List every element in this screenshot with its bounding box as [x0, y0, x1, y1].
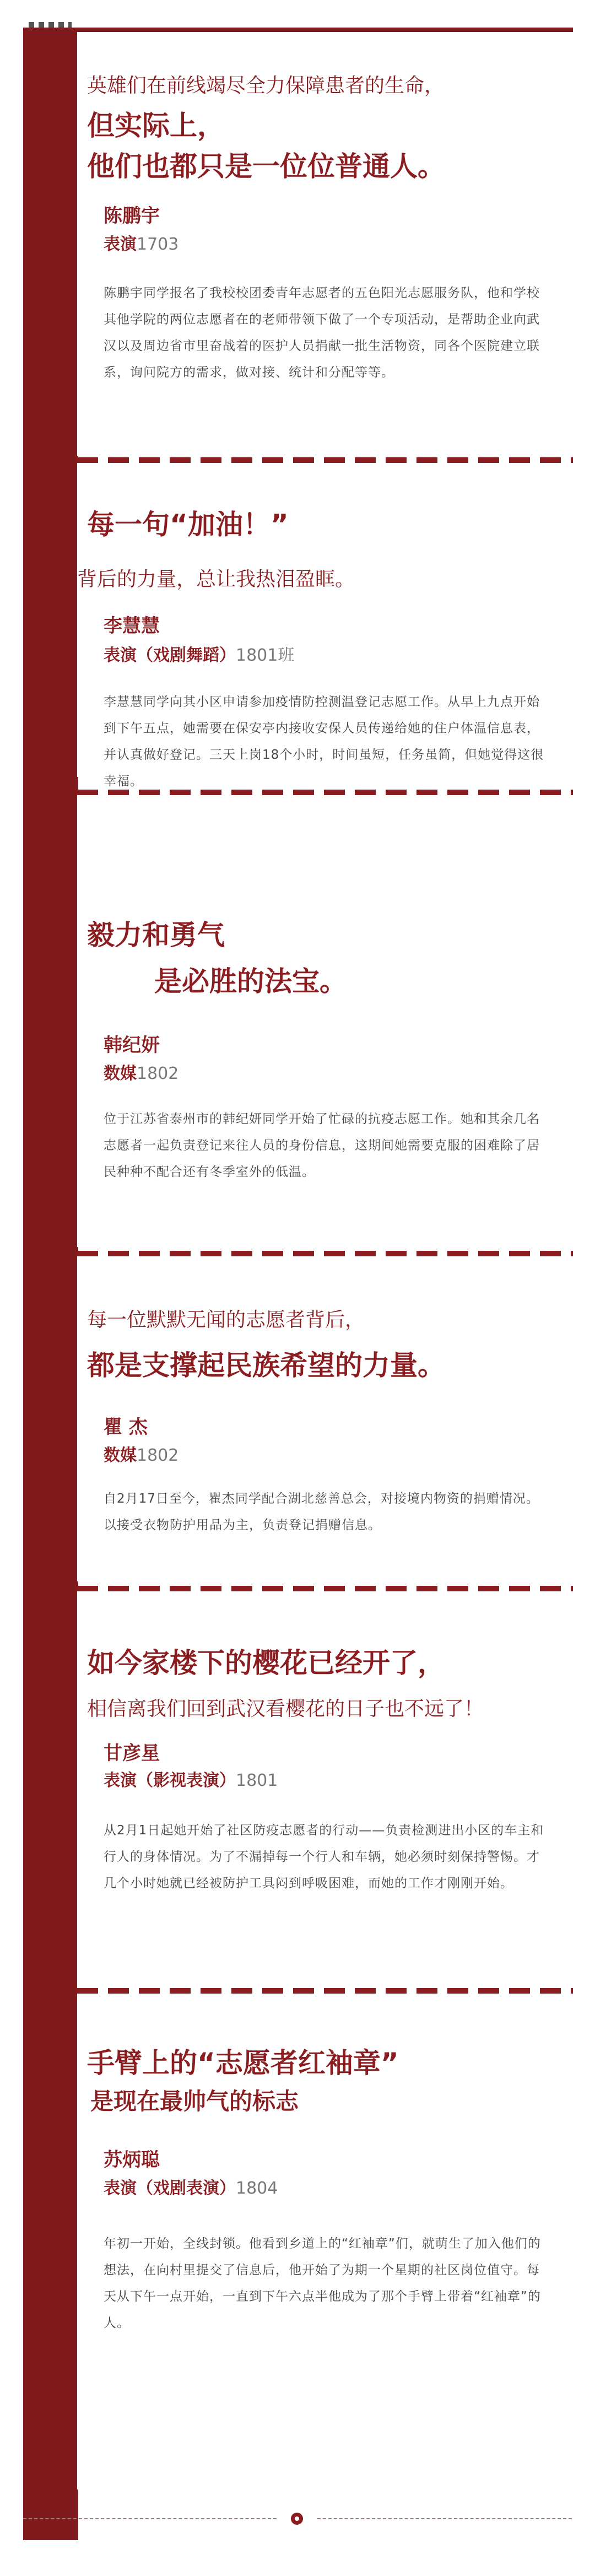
- headline: 每一句“加油！”: [87, 509, 289, 541]
- class-number: 1802: [137, 1446, 179, 1465]
- story-body: 从2月1日起她开始了社区防疫志愿者的行动——负责检测进出小区的车主和行人的身体情况。为了不漏掉每一个行人和车辆，她必须时刻保持警惕。才几个小时她就已经被防护工具闷到呼吸困难，而她的工作才刚刚开始。: [104, 1823, 544, 1891]
- headline-line-2: 他们也都只是一位位普通人。: [87, 150, 445, 182]
- intro-text: 背后的力量，总让我热泪盈眶。: [77, 568, 355, 591]
- major-class: [104, 233, 178, 257]
- dashed-divider: [77, 790, 573, 795]
- volunteer-name: 李慧慧: [104, 615, 160, 637]
- intro-text: 每一位默默无闻的志愿者背后，: [87, 1309, 365, 1331]
- major: 数媒: [104, 1064, 137, 1083]
- major-class: [104, 1769, 278, 1793]
- headline-line-1: 毅力和勇气: [87, 919, 225, 951]
- corner-dots: [29, 22, 72, 28]
- major-class: [104, 644, 294, 668]
- dashed-divider: [77, 1251, 573, 1256]
- story-body: 陈鹏宇同学报名了我校校团委青年志愿者的五色阳光志愿服务队，他和学校其他学院的两位志愿者在的老师带领下做了一个专项活动，是帮助企业向武汉以及周边省市里奋战着的医护人员捐献一批生活物资，同各个医院建立联系，询问院方的需求，做对接、统计和分配等等。: [104, 286, 540, 380]
- major: 表演: [104, 235, 137, 254]
- intro-text: 相信离我们回到武汉看樱花的日子也不远了！: [87, 1698, 484, 1720]
- story-card-3: [77, 795, 573, 1247]
- story-card-6: [77, 1994, 573, 2489]
- story-body: 年初一开始，全线封锁。他看到乡道上的“红袖章”们，就萌生了加入他们的想法，在向村里提交了信息后，他开始了为期一个星期的社区岗位值守。每天从下午一点开始，一直到下午六点半他成为了那个手臂上带着“红袖章”的人。: [104, 2237, 541, 2330]
- footer-dashed-line-right: [317, 2518, 572, 2519]
- class-number: 1804: [236, 2179, 278, 2198]
- headline: 都是支撑起民族希望的力量。: [87, 1349, 445, 1381]
- story-card-5: [77, 1591, 573, 1988]
- top-stripe: [77, 28, 573, 32]
- class-number: 1802: [137, 1064, 179, 1083]
- story-card-2: [77, 463, 573, 789]
- story-body: 位于江苏省泰州市的韩纪妍同学开始了忙碌的抗疫志愿工作。她和其余几名志愿者一起负责登记来往人员的身份信息，这期间她需要克服的困难除了居民种种不配合还有冬季室外的低温。: [104, 1112, 540, 1179]
- major: 表演（戏剧表演）: [104, 2179, 236, 2198]
- major: 表演（影视表演）: [104, 1771, 236, 1790]
- headline-line-1: 但实际上，: [87, 110, 225, 142]
- story-card-4: [77, 1256, 573, 1581]
- dashed-divider: [77, 1586, 573, 1591]
- major-class: [104, 1444, 178, 1468]
- major-class: [104, 2177, 278, 2201]
- class-number: 1801班: [236, 646, 295, 665]
- volunteer-name: 苏炳聪: [104, 2149, 160, 2171]
- volunteer-name: 韩纪妍: [104, 1034, 160, 1056]
- volunteer-name: 陈鹏宇: [104, 205, 160, 227]
- left-decorative-bar: [23, 28, 78, 2540]
- intro-text: 英雄们在前线竭尽全力保障患者的生命，: [87, 74, 445, 97]
- footer-dashed-line-left: [23, 2518, 277, 2519]
- story-body: 李慧慧同学向其小区申请参加疫情防控测温登记志愿工作。从早上九点开始到下午五点，她需要在保安亭内接收安保人员传递给她的住户体温信息表，并认真做好登记。三天上岗18个小时，时间虽短，任务虽简，但她觉得这很幸福。: [104, 695, 544, 789]
- dashed-divider: [77, 1988, 573, 1994]
- class-number: 1703: [137, 235, 179, 254]
- class-number: 1801: [236, 1771, 278, 1790]
- major: 表演（戏剧舞蹈）: [104, 646, 236, 665]
- headline-line-2: 是必胜的法宝。: [154, 965, 347, 997]
- major: 数媒: [104, 1446, 137, 1465]
- volunteer-name: 甘彦星: [104, 1742, 160, 1764]
- story-body: 自2月17日至今，瞿杰同学配合湖北慈善总会，对接境内物资的捐赠情况。以接受衣物防护用品为主，负责登记捐赠信息。: [104, 1492, 539, 1532]
- major-class: [104, 1062, 178, 1086]
- headline-line-1: 手臂上的“志愿者红袖章”: [87, 2047, 399, 2079]
- headline: 如今家楼下的樱花已经开了，: [87, 1647, 445, 1679]
- story-card-1: [77, 32, 573, 456]
- headline-line-2: 是现在最帅气的标志: [90, 2088, 299, 2115]
- volunteer-name: 瞿 杰: [104, 1416, 148, 1438]
- dashed-divider: [77, 457, 573, 463]
- footer-ornament-dot: [291, 2513, 303, 2525]
